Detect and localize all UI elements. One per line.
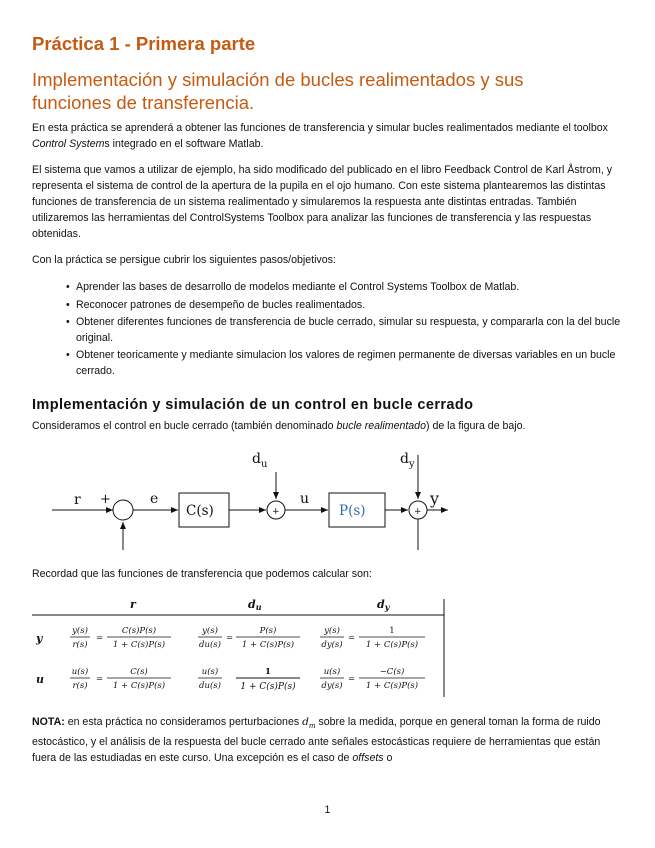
tf-y-dy-lhs-num: y(s) [324, 626, 340, 636]
tf-y-dy-num: 1 [389, 626, 395, 636]
tf-u-r-den: 1 + C(s)P(s) [112, 681, 166, 691]
tf-y-dy-lhs-den: dy(s) [321, 640, 343, 650]
label-du [252, 451, 268, 470]
tf-u-r-lhs-den: r(s) [72, 681, 88, 691]
tf-u-du-lhs-num: u(s) [201, 667, 219, 677]
note-text-mid: sobre la medida, porque en general toman la forma de ruido estocástico, y el análisis de la respuesta del bucle cerrado ante señales estocásticas requiere de herramientas que están fuera de las estudiadas en este curso. Una excepción es el caso de [32, 716, 601, 765]
tf-y-du-den: 1 + C(s)P(s) [241, 640, 295, 650]
tf-eq: = [96, 633, 104, 643]
label-dy-sub: y [408, 459, 415, 470]
tf-u-du-lhs-den: du(s) [199, 681, 221, 691]
block-diagram [50, 450, 450, 560]
label-dy-base: d [400, 451, 409, 467]
tf-y-r-lhs-num: y(s) [72, 626, 88, 636]
transfer-function-table [32, 593, 448, 703]
tf-eq: = [348, 633, 356, 643]
label-controller: C(s) [186, 503, 214, 519]
tf-u-r-lhs-num: u(s) [71, 667, 89, 677]
tf-eq: = [226, 633, 234, 643]
note-text-em: offsets [352, 752, 384, 765]
tf-y-r-den: 1 + C(s)P(s) [112, 640, 166, 650]
label-e: e [150, 491, 159, 507]
tf-eq: = [96, 674, 104, 684]
tf-row-u [70, 666, 425, 692]
section-heading: Implementación y simulación de un control en bucle cerrado [32, 397, 474, 413]
system-description-paragraph: El sistema que vamos a utilizar de ejemplo, ha sido modificado del publicado en el libro Feedback Control de Karl Åstrom, y representa el sistema de control de la apertura de la pupila en el ojo humano. Con este sistema plantearemos las distintas funciones de transferencia de un sistema realimentado y simularemos la respuesta ante distintas entradas. También utilizaremos las herramientas del ControlSystems Toolbox para analizar las funciones de transferencia y las respuestas obtenidas. [32, 164, 613, 240]
note-symbol-base: d [302, 716, 309, 728]
tf-row-y [70, 625, 425, 650]
section-text-em: bucle realimentado [336, 420, 426, 432]
col-header-dy [377, 598, 391, 612]
tf-y-du-lhs-den: du(s) [199, 640, 221, 650]
intro-text-pre: En esta práctica se aprenderá a obtener las funciones de transferencia y simular bucles realimentados mediante el toolbox [32, 122, 608, 134]
row-header-u: u [36, 673, 44, 686]
sum-junction-1 [113, 500, 133, 520]
objective-item: • Obtener diferentes funciones de transferencia de bucle cerrado, simular su respuesta, y compararla con la del bucle original. [66, 315, 622, 346]
col-header-r: r [130, 598, 136, 611]
tf-u-dy-num: −C(s) [379, 667, 405, 677]
tf-u-dy-lhs-num: u(s) [323, 667, 341, 677]
row-header-y: y [36, 632, 43, 645]
label-du-sub: u [260, 459, 268, 470]
intro-text-em: Control System [32, 138, 105, 150]
objective-item: • Obtener teoricamente y mediante simulacion los valores de regimen permanente de diversas variables en un bucle cerrado. [66, 348, 622, 379]
col-header-du-sub: u [255, 602, 262, 612]
objective-item: • Aprender las bases de desarrollo de modelos mediante el Control Systems Toolbox de Matlab. [66, 280, 622, 296]
tf-u-r-num: C(s) [130, 667, 148, 677]
tf-y-du-num: P(s) [259, 626, 277, 636]
col-header-dy-base: d [377, 598, 385, 611]
note-symbol-sub: m [308, 722, 316, 731]
note-text-pre: en esta práctica no consideramos perturbaciones [64, 716, 303, 728]
sum3-sign: + [414, 507, 422, 517]
page-title: Práctica 1 - Primera parte [32, 33, 256, 54]
tf-y-r-num: C(s)P(s) [121, 626, 157, 636]
note-symbol [302, 716, 316, 731]
page-number: 1 [324, 804, 331, 816]
label-du-base: d [252, 451, 261, 467]
section-text-post: ) de la figura de bajo. [425, 420, 526, 432]
label-plus: + [100, 492, 111, 507]
label-dy [400, 451, 415, 470]
section-paragraph [32, 418, 623, 434]
tf-intro: Recordad que las funciones de transferencia que podemos calcular son: [32, 568, 372, 580]
note-paragraph [32, 714, 623, 766]
label-r: r [74, 492, 81, 508]
page-subtitle: Implementación y simulación de bucles realimentados y sus funciones de transferencia. [32, 69, 524, 113]
tf-u-dy-lhs-den: dy(s) [321, 681, 343, 691]
note-label: NOTA: [32, 716, 65, 728]
objective-item: • Reconocer patrones de desempeño de bucles realimentados. [66, 298, 622, 314]
col-header-dy-sub: y [384, 602, 390, 612]
intro-paragraph [32, 120, 623, 152]
note-text-post: o [383, 752, 393, 765]
col-header-du [248, 598, 262, 612]
objectives-intro: Con la práctica se persigue cubrir los siguientes pasos/objetivos: [32, 254, 336, 266]
label-y: y [430, 489, 440, 508]
tf-y-du-lhs-num: y(s) [202, 626, 218, 636]
tf-eq: = [348, 674, 356, 684]
tf-u-du-den: 1 + C(s)P(s) [240, 682, 296, 692]
tf-u-du-num: 1 [265, 667, 271, 677]
sum2-sign: + [272, 507, 280, 517]
col-header-du-base: d [248, 598, 256, 611]
label-plant: P(s) [339, 503, 366, 519]
intro-text-post: s integrado en el software Matlab. [104, 138, 264, 150]
objectives-list [66, 280, 622, 381]
section-text-pre: Consideramos el control en bucle cerrado (también denominado [32, 420, 337, 432]
tf-y-r-lhs-den: r(s) [72, 640, 88, 650]
label-u: u [300, 491, 310, 507]
tf-y-dy-den: 1 + C(s)P(s) [365, 640, 419, 650]
tf-u-dy-den: 1 + C(s)P(s) [365, 681, 419, 691]
